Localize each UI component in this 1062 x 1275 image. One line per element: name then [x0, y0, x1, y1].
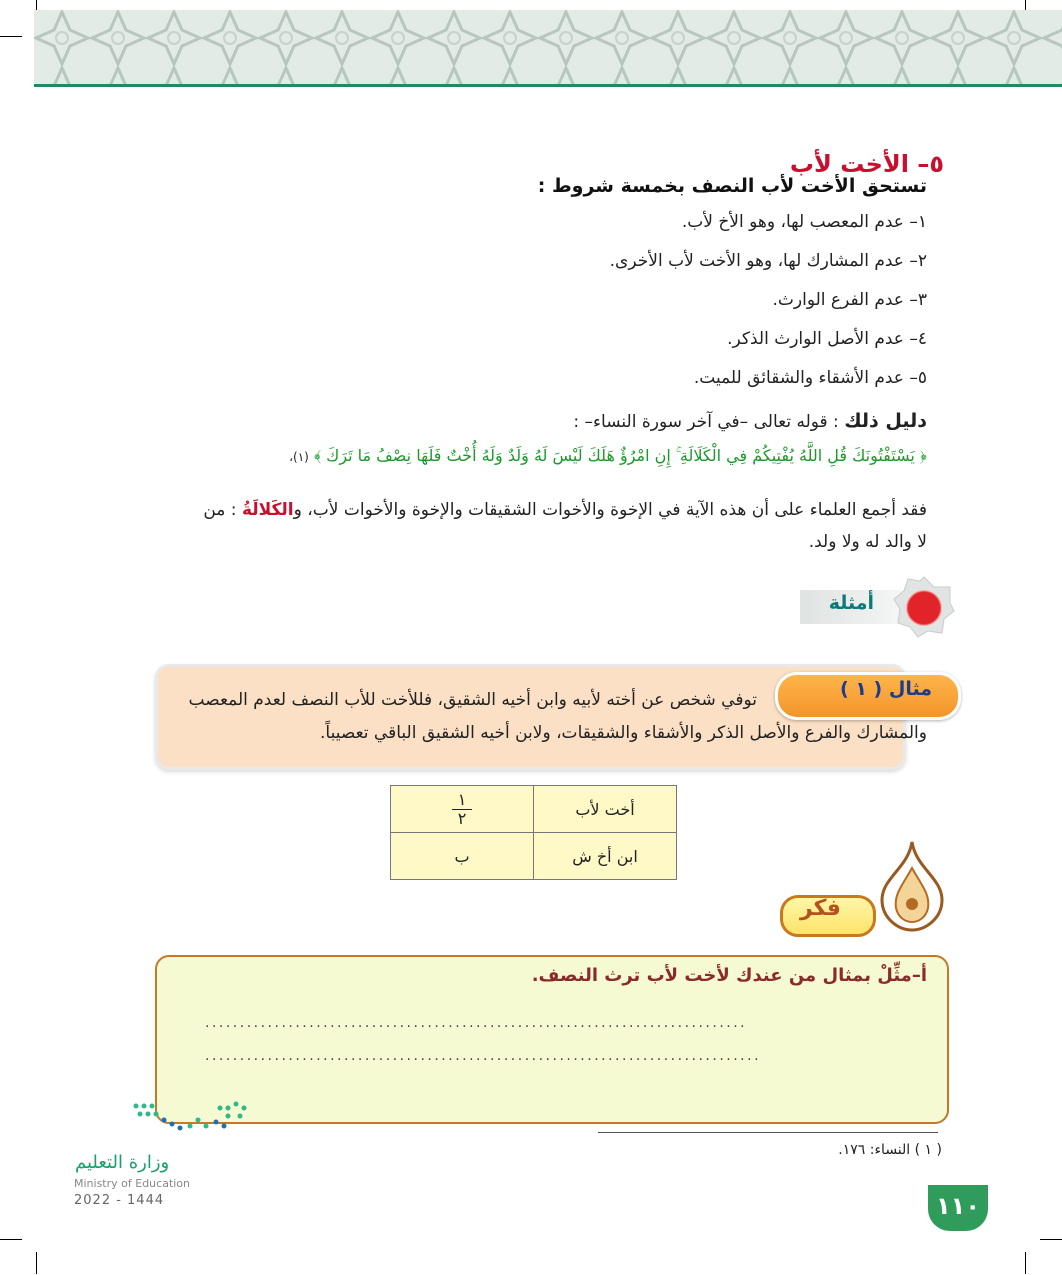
fraction-numerator: ١: [452, 791, 473, 810]
ministry-name-arabic: وزارة التعليم: [75, 1152, 170, 1173]
page-number: ١١٠: [936, 1192, 980, 1220]
shares-table: [390, 785, 677, 880]
geometric-pattern-icon: [34, 10, 1062, 84]
think-label: فكر: [800, 896, 841, 921]
fraction: [452, 791, 473, 828]
octagon-star-icon: [892, 575, 956, 639]
examples-heading: أمثلة: [828, 592, 874, 614]
section-intro: تستحق الأخت لأب النصف بخمسة شروط :: [537, 175, 927, 197]
heir-cell: ابن أخ ش: [534, 833, 677, 880]
condition-item: ٤– عدم الأصل الوارث الذكر.: [727, 329, 927, 349]
proof-text: : قوله تعالى –في آخر سورة النساء– :: [573, 412, 839, 432]
fraction-denominator: ٢: [457, 808, 467, 828]
share-cell: [391, 786, 534, 833]
header-rule: [34, 84, 1062, 87]
condition-item: ٣– عدم الفرع الوارث.: [772, 290, 927, 310]
activity-prompt: أ–مثِّلْ بمثال من عندك لأخت لأب ترث النصف.: [531, 965, 927, 986]
table-row: [391, 786, 677, 833]
crop-mark: [1040, 1239, 1062, 1240]
ministry-name-english: Ministry of Education: [74, 1177, 191, 1190]
table-row: [391, 833, 677, 880]
ministry-year: 2022 - 1444: [74, 1193, 165, 1208]
heir-cell: أخت لأب: [534, 786, 677, 833]
footnote: ( ١ ) النساء: ١٧٦.: [838, 1142, 942, 1158]
kalala-definition: : من لا والد له ولا ولد.: [203, 500, 927, 552]
answer-line[interactable]: ................................................................................: [205, 1048, 762, 1064]
ministry-logo-dots-icon: [130, 1098, 252, 1142]
kalala-term: الكَلالَةُ: [241, 500, 294, 520]
verse-text: ﴿ يَسْتَفْتُونَكَ قُلِ اللَّهُ يُفْتِيكُمْ فِي الْكَلَالَةِ ۚ إِنِ امْرُؤٌ هَلَكَ لَيْسَ لَهُ وَلَدٌ وَلَهُ أُخْتٌ فَلَهَا نِصْفُ مَا تَرَكَ ﴾: [313, 446, 927, 465]
proof-label: دليل ذلك: [844, 410, 927, 432]
section-title: ٥– الأخت لأب: [789, 150, 944, 178]
condition-item: ٥– عدم الأشقاء والشقائق للميت.: [693, 368, 927, 388]
example-tab-label: مثال ( ١ ): [840, 678, 932, 700]
crop-mark: [0, 1239, 22, 1240]
share-cell: ب: [391, 833, 534, 880]
crop-mark: [1025, 1252, 1026, 1274]
floral-ornament-icon: [872, 838, 952, 938]
example-text: توفي شخص عن أخته لأبيه وابن أخيه الشقيق، فللأخت للأب النصف لعدم المعصب والمشارك والفرع والأصل الذكر والأشقاء والشقيقات، ولابن أخيه الشقيق الباقي تعصيباً.: [188, 690, 927, 743]
condition-item: ١– عدم المعصب لها، وهو الأخ لأب.: [681, 212, 927, 232]
answer-line[interactable]: ..............................................................................: [205, 1015, 748, 1031]
verse-reference: (١)،: [289, 450, 309, 464]
consensus-paragraph: [195, 494, 927, 558]
condition-item: ٢– عدم المشارك لها، وهو الأخت لأب الأخرى.: [609, 251, 927, 271]
footnote-rule: [598, 1132, 938, 1133]
header-ornament-band: [34, 10, 1062, 84]
quran-verse: [289, 446, 927, 466]
proof-line: [573, 410, 927, 432]
crop-mark: [36, 1252, 37, 1274]
crop-mark: [0, 36, 22, 37]
consensus-text: فقد أجمع العلماء على أن هذه الآية في الإخوة والأخوات الشقيقات والإخوة والأخوات لأب، و: [293, 500, 927, 520]
